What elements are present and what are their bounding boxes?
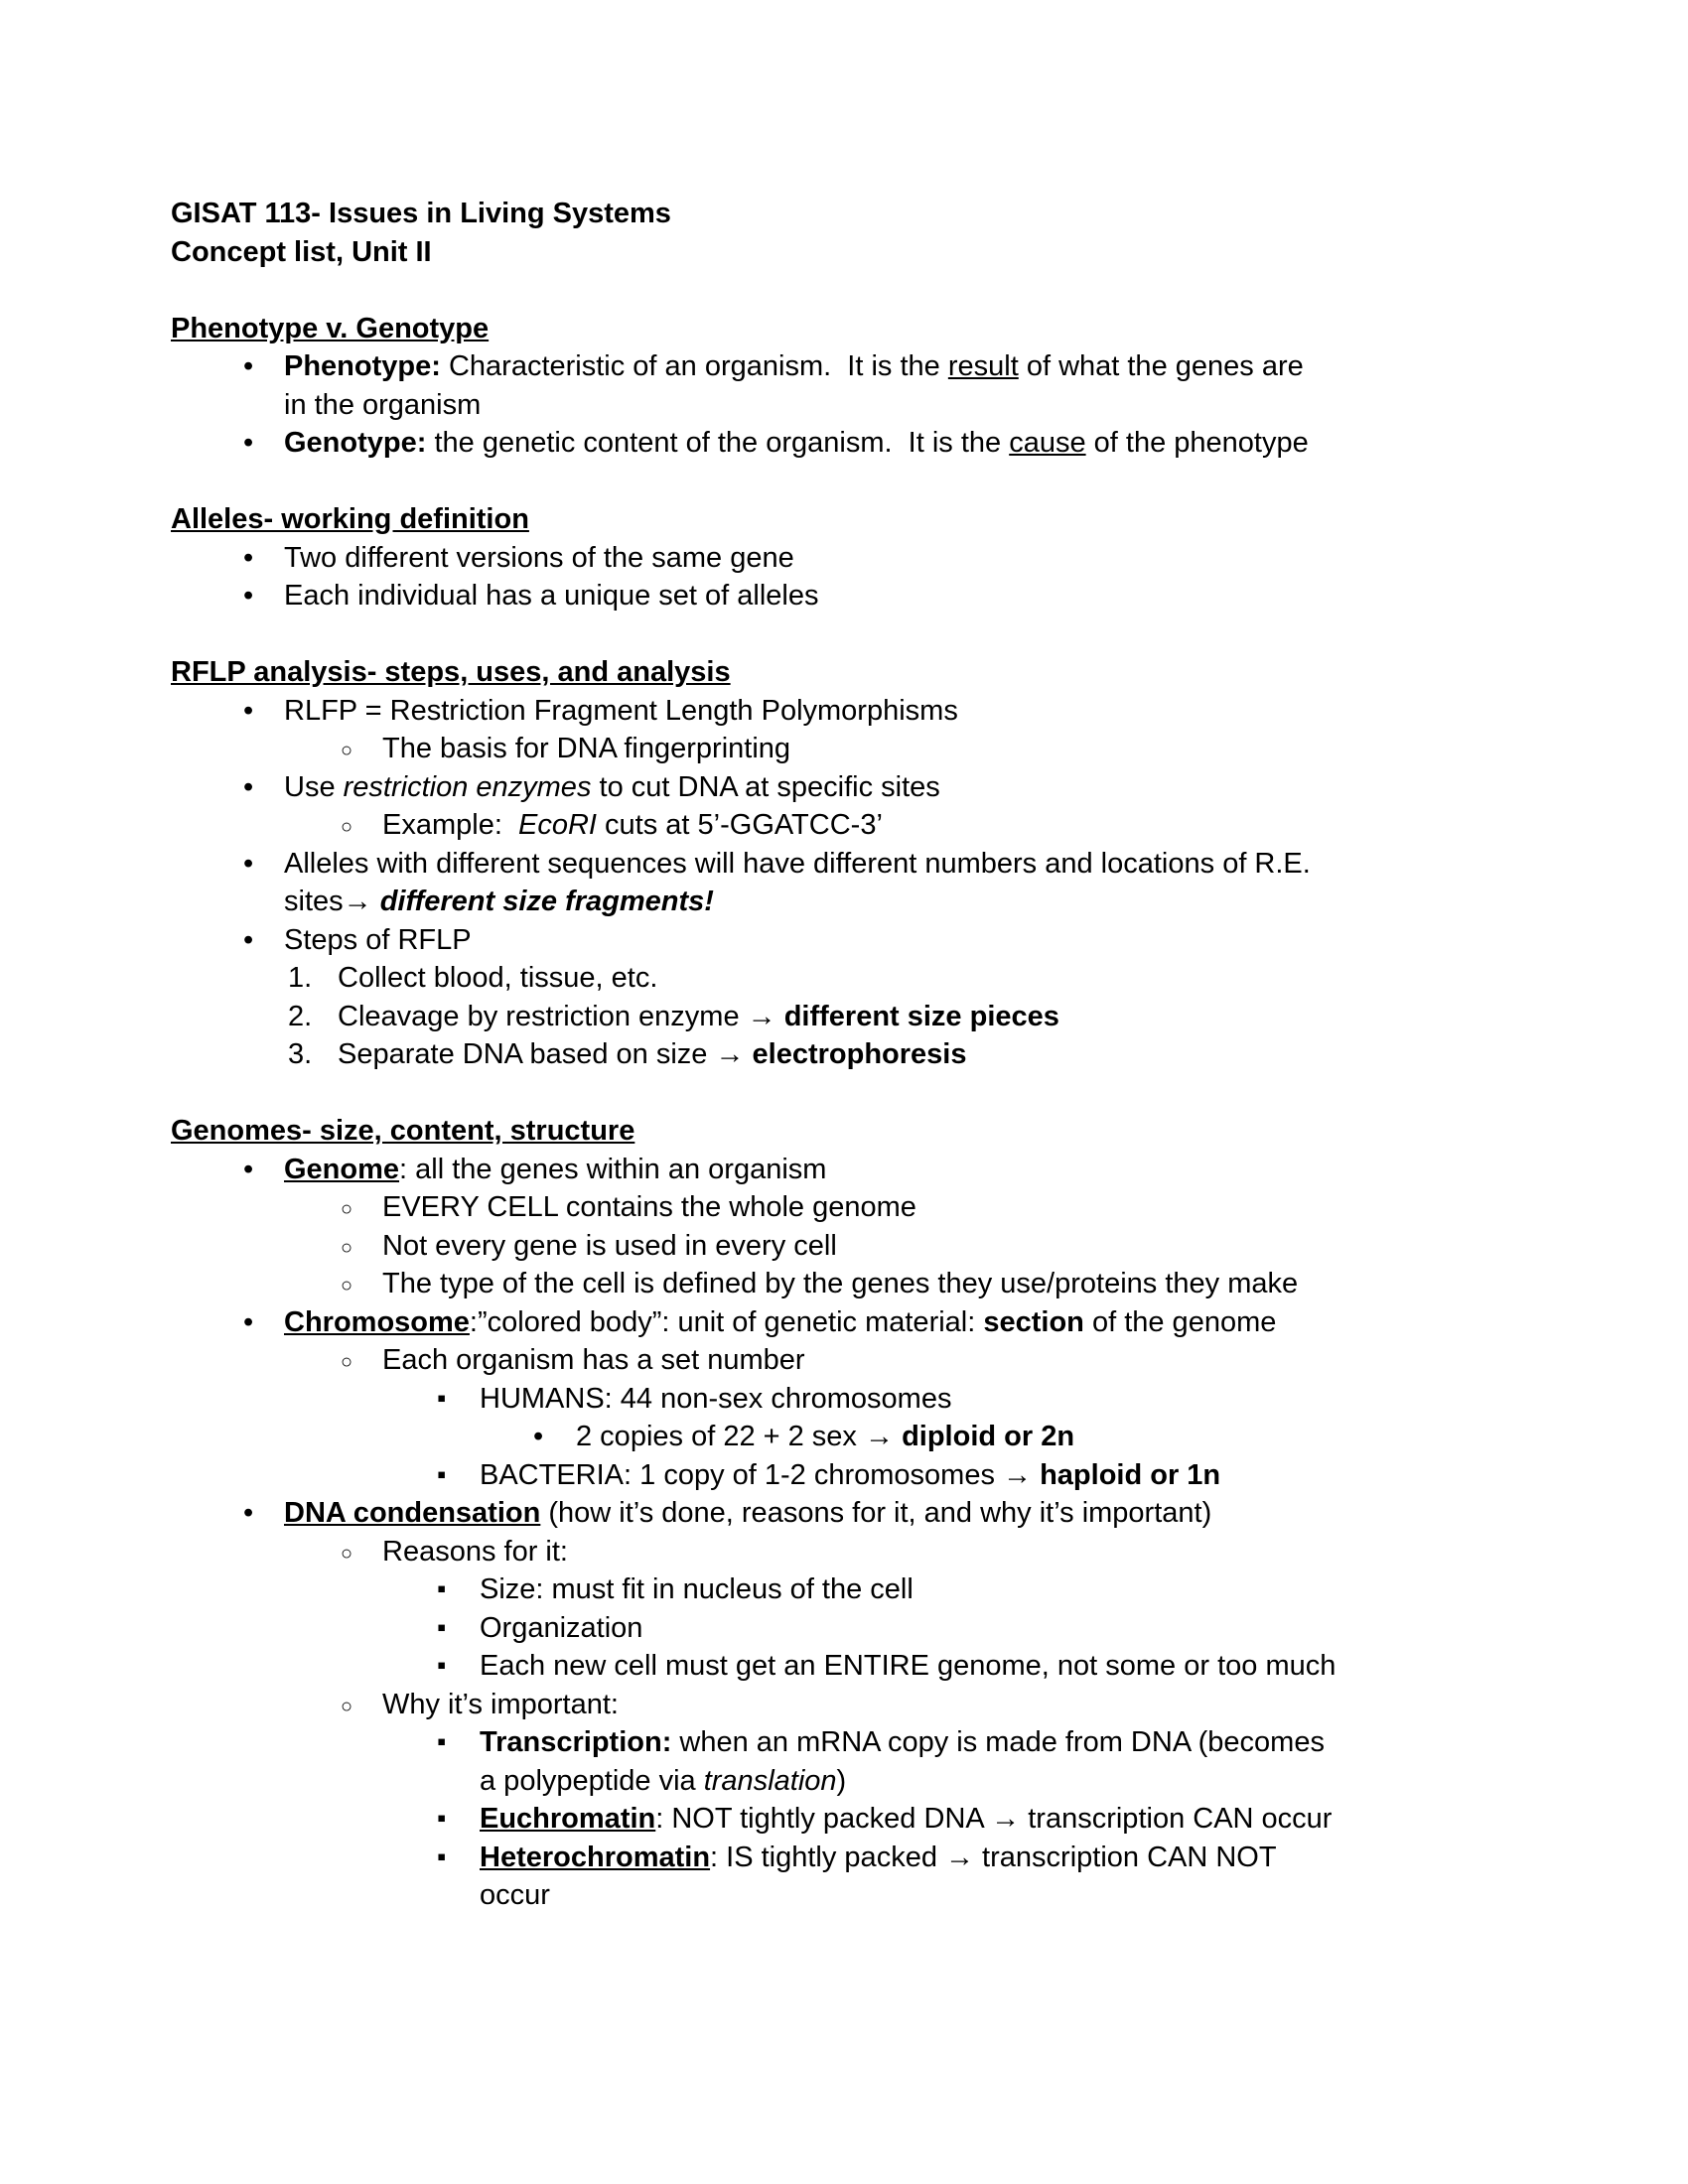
list-item — [0, 1609, 1688, 1648]
text-segment: cause — [1009, 427, 1086, 459]
section — [0, 310, 1688, 463]
text-segment: Genotype: — [284, 427, 435, 459]
list-item — [0, 959, 1688, 998]
text-segment: occur — [480, 1879, 550, 1911]
list-item — [0, 1188, 1688, 1227]
section — [0, 653, 1688, 1074]
text-segment: sites→ — [284, 886, 380, 917]
text-segment: : IS tightly packed → transcription CAN NOT — [710, 1841, 1277, 1873]
text-segment: Chromosome — [284, 1305, 470, 1338]
text-segment: Why it’s important: — [382, 1688, 619, 1720]
section-heading-text: Phenotype v. Genotype — [171, 312, 490, 344]
list-item — [0, 692, 1688, 731]
text-segment: Use — [284, 770, 344, 803]
section-heading — [0, 653, 1688, 692]
square-marker: ▪ — [437, 1573, 447, 1603]
circle-marker: ○ — [341, 1695, 353, 1717]
text-segment: (how it’s done, reasons for it, and why it’s important) — [540, 1497, 1212, 1529]
bullet-marker: • — [243, 1497, 254, 1529]
list-item — [0, 1723, 1688, 1762]
list-item — [0, 1456, 1688, 1495]
text-segment: Heterochromatin — [480, 1841, 711, 1873]
square-marker: ▪ — [437, 1841, 447, 1871]
list-item — [0, 806, 1688, 845]
list-item — [0, 1151, 1688, 1189]
list-item — [0, 921, 1688, 960]
square-marker: ▪ — [437, 1803, 447, 1833]
doc-title-line2: Concept list, Unit II — [171, 235, 432, 268]
text-segment: Phenotype: — [284, 350, 449, 382]
text-segment: diploid or 2n — [902, 1421, 1075, 1452]
text-segment: Cleavage by restriction enzyme → — [338, 1000, 784, 1032]
text-segment: Transcription: — [480, 1726, 680, 1758]
section-heading — [0, 500, 1688, 539]
bullet-marker: • — [243, 694, 254, 727]
circle-marker: ○ — [341, 1198, 353, 1220]
square-marker: ▪ — [437, 1650, 447, 1680]
list-item — [0, 577, 1688, 615]
doc-header — [0, 195, 1688, 271]
number-marker: 3. — [288, 1038, 313, 1070]
text-segment: result — [947, 350, 1019, 382]
circle-marker: ○ — [341, 740, 353, 761]
list-item — [0, 1686, 1688, 1724]
number-marker: 2. — [288, 1000, 313, 1032]
text-segment: 2 copies of 22 + 2 sex → — [576, 1421, 903, 1452]
list-item — [0, 539, 1688, 578]
text-segment: : NOT tightly packed DNA → transcription CAN occur — [655, 1803, 1333, 1835]
list-item — [0, 347, 1688, 386]
list-item-continuation — [0, 386, 1688, 425]
bullet-marker: • — [243, 350, 254, 382]
section-heading-text: RFLP analysis- steps, uses, and analysis — [171, 656, 731, 688]
text-segment: Separate DNA based on size → — [338, 1038, 753, 1070]
bullet-marker: • — [243, 847, 254, 880]
text-segment: EVERY CELL contains the whole genome — [382, 1191, 916, 1223]
text-segment: :”colored body”: unit of genetic material: — [469, 1305, 984, 1338]
list-item — [0, 1303, 1688, 1342]
text-segment: HUMANS: 44 non-sex chromosomes — [480, 1382, 952, 1415]
text-segment: ) — [836, 1764, 847, 1797]
text-segment: Size: must fit in nucleus of the cell — [480, 1573, 914, 1605]
text-segment: Characteristic of an organism. It is the — [448, 350, 948, 382]
text-segment: of the genome — [1083, 1305, 1277, 1338]
text-segment: Genome — [284, 1153, 400, 1185]
list-item — [0, 768, 1688, 807]
list-item — [0, 1227, 1688, 1266]
circle-marker: ○ — [341, 816, 353, 838]
square-marker: ▪ — [437, 1382, 447, 1413]
section-heading-text: Alleles- working definition — [171, 503, 529, 535]
text-segment: RLFP = Restriction Fragment Length Polymorphisms — [284, 694, 958, 727]
text-segment: of the phenotype — [1085, 427, 1309, 459]
text-segment: Each new cell must get an ENTIRE genome, not some or too much — [480, 1650, 1336, 1682]
list-item — [0, 998, 1688, 1036]
text-segment: when an mRNA copy is made from DNA (becomes — [679, 1726, 1325, 1758]
text-segment: Two different versions of the same gene — [284, 541, 794, 574]
text-segment: Not every gene is used in every cell — [382, 1229, 837, 1262]
list-item — [0, 1035, 1688, 1074]
square-marker: ▪ — [437, 1458, 447, 1489]
text-segment: cuts at 5’-GGATCC-3’ — [596, 809, 883, 841]
bullet-marker: • — [243, 580, 254, 612]
text-segment: DNA condensation — [284, 1497, 541, 1529]
bullet-marker: • — [243, 1305, 254, 1338]
section — [0, 500, 1688, 615]
text-segment: Organization — [480, 1611, 643, 1644]
text-segment: The basis for DNA fingerprinting — [382, 733, 791, 764]
doc-title-line1: GISAT 113- Issues in Living Systems — [171, 198, 671, 229]
text-segment: Each individual has a unique set of alleles — [284, 580, 819, 612]
circle-marker: ○ — [341, 1351, 353, 1373]
bullet-marker: • — [243, 770, 254, 803]
bullet-marker: • — [243, 923, 254, 956]
list-item — [0, 1265, 1688, 1303]
list-item-continuation — [0, 1876, 1688, 1915]
text-segment: Alleles with different sequences will have different numbers and locations of R.E. — [284, 847, 1311, 880]
list-item — [0, 1533, 1688, 1571]
list-item — [0, 730, 1688, 768]
text-segment: haploid or 1n — [1040, 1458, 1221, 1491]
list-item — [0, 424, 1688, 463]
text-segment: : all the genes within an organism — [399, 1153, 827, 1185]
text-segment: to cut DNA at specific sites — [591, 770, 940, 803]
bullet-marker: • — [243, 1153, 254, 1185]
text-segment: Reasons for it: — [382, 1535, 568, 1568]
text-segment: of what the genes are — [1018, 350, 1304, 382]
text-segment: different size pieces — [783, 1000, 1059, 1032]
text-segment: different size fragments! — [379, 886, 714, 917]
text-segment: Steps of RFLP — [284, 923, 472, 956]
circle-marker: ○ — [341, 1542, 353, 1565]
text-segment: section — [983, 1305, 1084, 1338]
section-heading — [0, 310, 1688, 348]
list-item — [0, 1418, 1688, 1456]
text-segment: in the organism — [284, 388, 482, 421]
text-segment: the genetic content of the organism. It is the — [434, 427, 1010, 459]
section — [0, 1112, 1688, 1915]
square-marker: ▪ — [437, 1611, 447, 1642]
text-segment: restriction enzymes — [343, 770, 592, 803]
list-item — [0, 1380, 1688, 1419]
text-segment: Each organism has a set number — [382, 1344, 805, 1376]
bullet-marker: • — [243, 541, 254, 574]
text-segment: Euchromatin — [480, 1803, 656, 1835]
text-segment: a polypeptide via — [480, 1764, 704, 1797]
section-heading-text: Genomes- size, content, structure — [171, 1115, 635, 1147]
list-item — [0, 1570, 1688, 1609]
section-heading — [0, 1112, 1688, 1151]
number-marker: 1. — [288, 962, 313, 994]
text-segment: electrophoresis — [752, 1038, 967, 1070]
circle-marker: ○ — [341, 1236, 353, 1259]
text-segment: EcoRI — [518, 809, 597, 841]
bullet-marker: • — [243, 427, 254, 459]
text-segment: The type of the cell is defined by the genes they use/proteins they make — [382, 1268, 1299, 1299]
list-item — [0, 1494, 1688, 1533]
text-segment: Collect blood, tissue, etc. — [338, 962, 658, 994]
text-segment: translation — [703, 1764, 837, 1797]
text-segment: Example: — [382, 809, 518, 841]
list-item — [0, 1647, 1688, 1686]
doc-body — [0, 310, 1688, 1915]
square-marker: ▪ — [437, 1726, 447, 1756]
list-item — [0, 1341, 1688, 1380]
list-item-continuation — [0, 1762, 1688, 1801]
list-item — [0, 1800, 1688, 1839]
list-item — [0, 845, 1688, 884]
circle-marker: ○ — [341, 1275, 353, 1297]
list-item-continuation — [0, 883, 1688, 921]
text-segment: BACTERIA: 1 copy of 1-2 chromosomes → — [480, 1458, 1041, 1491]
list-item — [0, 1839, 1688, 1877]
bullet-marker: • — [533, 1421, 544, 1452]
